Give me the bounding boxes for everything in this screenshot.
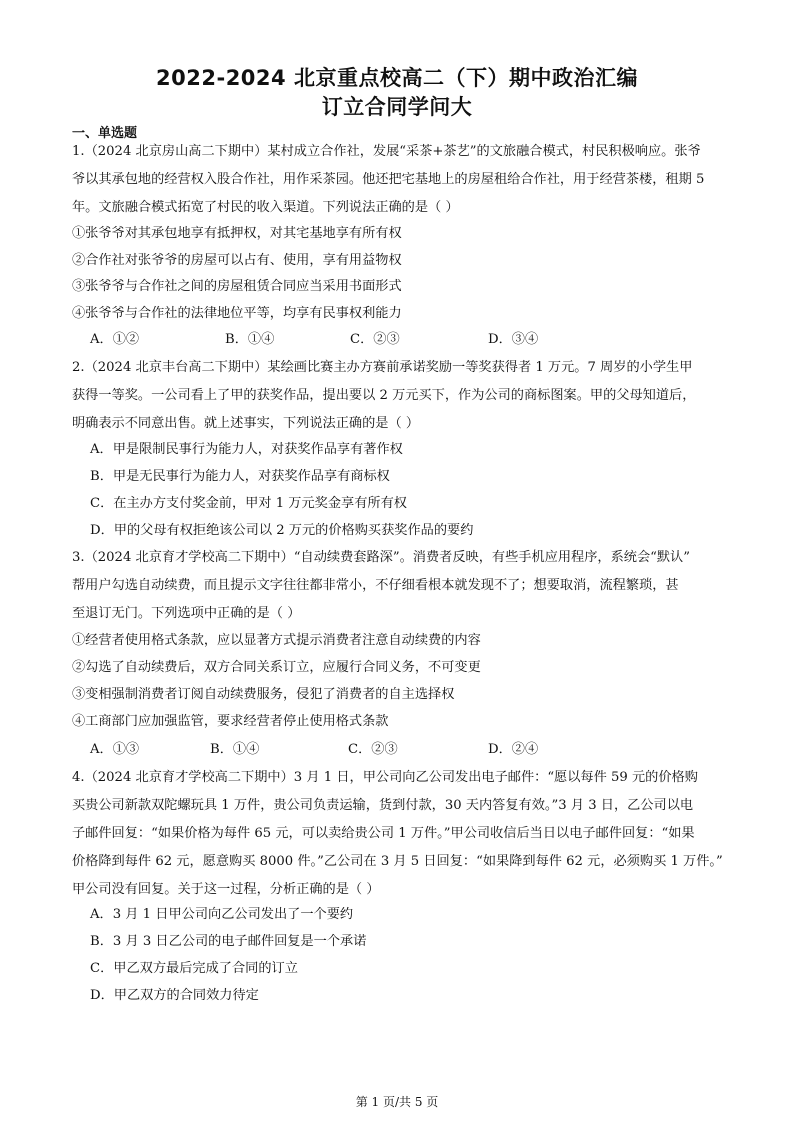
question-3-statement-2: ②勾选了自动续费后，双方合同关系订立，应履行合同义务，不可变更 <box>72 660 481 675</box>
question-4-option-a: A．3 月 1 日甲公司向乙公司发出了一个要约 <box>90 907 354 922</box>
choice-b: B．①④ <box>225 332 275 347</box>
question-3-stem-line: 至退订无门。下列选项中正确的是（ ） <box>72 606 301 621</box>
question-4-option-b: B．3 月 3 日乙公司的电子邮件回复是一个承诺 <box>90 934 367 949</box>
page-indicator: 第 1 页/共 5 页 <box>355 1095 439 1109</box>
question-2-stem-line: 2.（2024 北京丰台高二下期中）某绘画比赛主办方赛前承诺奖励一等奖获得者 1 万元。7 周岁的小学生甲 <box>72 360 693 375</box>
question-1-stem-line: 1.（2024 北京房山高二下期中）某村成立合作社，发展“采茶+茶艺”的文旅融合模式，村民积极响应。张爷 <box>72 144 701 159</box>
question-1-statement-4: ④张爷爷与合作社的法律地位平等，均享有民事权利能力 <box>72 306 402 321</box>
question-2-stem-line: 明确表示不同意出售。就上述事实，下列说法正确的是（ ） <box>72 416 420 431</box>
choice-d: D．②④ <box>488 742 539 757</box>
question-2-stem <box>72 354 728 438</box>
choice-a: A．①② <box>90 332 140 347</box>
question-4-stem <box>72 764 728 904</box>
question-3-stem <box>72 544 728 628</box>
question-2-option-c: C．在主办方支付奖金前，甲对 1 万元奖金享有所有权 <box>90 496 407 511</box>
choice-c: C．②③ <box>348 742 398 757</box>
question-1-statement-1: ①张爷爷对其承包地享有抵押权，对其宅基地享有所有权 <box>72 226 402 241</box>
question-4-stem-line: 4.（2024 北京育才学校高二下期中）3 月 1 日，甲公司向乙公司发出电子邮件：“愿以每件 59 元的价格购 <box>72 770 698 785</box>
question-4-stem-line: 甲公司没有回复。关于这一过程，分析正确的是（ ） <box>72 882 380 897</box>
question-4-stem-line: 买贵公司新款双陀螺玩具 1 万件，贵公司负责运输，货到付款，30 天内答复有效。”3 月 3 日，乙公司以电 <box>72 798 694 813</box>
question-4-option-d: D．甲乙双方的合同效力待定 <box>90 988 259 1003</box>
question-1-stem <box>72 138 728 222</box>
question-1-stem-line: 爷以其承包地的经营权入股合作社，用作采茶园。他还把宅基地上的房屋租给合作社，用于经营茶楼，租期 5 <box>72 172 705 187</box>
document-title-line1: 2022-2024 北京重点校高二（下）期中政治汇编 <box>156 66 638 90</box>
question-2-option-b: B．甲是无民事行为能力人，对获奖作品享有商标权 <box>90 469 390 484</box>
question-4-stem-line: 子邮件回复：“如果价格为每件 65 元，可以卖给贵公司 1 万件。”甲公司收信后当日以电子邮件回复：“如果 <box>72 826 695 841</box>
choice-b: B．①④ <box>210 742 260 757</box>
question-3-stem-line: 帮用户勾选自动续费，而且提示文字往往都非常小，不仔细看根本就发现不了；想要取消，流程繁琐，甚 <box>72 578 679 593</box>
question-3-statement-4: ④工商部门应加强监管，要求经营者停止使用格式条款 <box>72 714 389 729</box>
choice-a: A．①③ <box>90 742 140 757</box>
question-4-stem-line: 价格降到每件 62 元，愿意购买 8000 件。”乙公司在 3 月 5 日回复：“如果降到每件 62 元，必须购买 1 万件。” <box>72 854 723 869</box>
question-3-statement-3: ③变相强制消费者订阅自动续费服务，侵犯了消费者的自主选择权 <box>72 687 455 702</box>
question-1-statement-2: ②合作社对张爷爷的房屋可以占有、使用，享有用益物权 <box>72 253 402 268</box>
question-3-stem-line: 3.（2024 北京育才学校高二下期中）“自动续费套路深”。消费者反映，有些手机应用程序，系统会“默认” <box>72 550 690 565</box>
question-2-option-d: D．甲的父母有权拒绝该公司以 2 万元的价格购买获奖作品的要约 <box>90 523 474 538</box>
question-2-stem-line: 获得一等奖。一公司看上了甲的获奖作品，提出要以 2 万元买下，作为公司的商标图案。甲的父母知道后， <box>72 388 696 403</box>
question-2-option-a: A．甲是限制民事行为能力人，对获奖作品享有著作权 <box>90 442 403 457</box>
choice-d: D．③④ <box>488 332 539 347</box>
document-title-line2: 订立合同学问大 <box>321 95 473 119</box>
question-1-statement-3: ③张爷爷与合作社之间的房屋租赁合同应当采用书面形式 <box>72 279 402 294</box>
question-4-option-c: C．甲乙双方最后完成了合同的订立 <box>90 961 298 976</box>
question-1-stem-line: 年。文旅融合模式拓宽了村民的收入渠道。下列说法正确的是（ ） <box>72 200 459 215</box>
choice-c: C．②③ <box>350 332 400 347</box>
section-label: 一、单选题 <box>72 126 138 141</box>
question-3-statement-1: ①经营者使用格式条款，应以显著方式提示消费者注意自动续费的内容 <box>72 633 481 648</box>
